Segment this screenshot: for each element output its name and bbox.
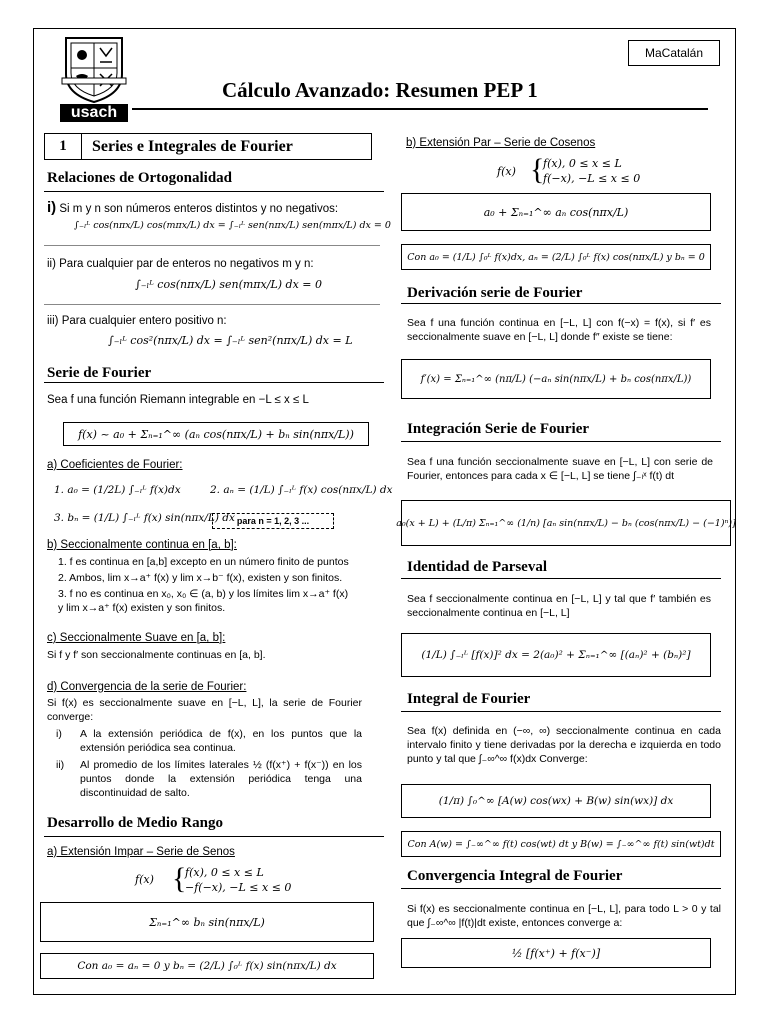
pars-heading: Identidad de Parseval: [407, 559, 548, 575]
intf-heading: Integral de Fourier: [407, 691, 531, 707]
section-title: [81, 133, 372, 160]
deriv-heading: Derivación serie de Fourier: [407, 285, 583, 301]
conv-item-2-num: ii): [56, 759, 65, 771]
ortho-i-text: [47, 200, 338, 217]
par-case-2: f(−x), −L ≤ x ≤ 0: [543, 172, 641, 185]
serie-formula: f(x) ~ a₀ + Σₙ₌₁^∞ (aₙ cos(nπx/L) + bₙ sin(nπx/L)): [78, 427, 354, 441]
usach-logo: [60, 34, 128, 122]
section-number: [44, 133, 82, 160]
serie-heading: Serie de Fourier: [47, 365, 152, 381]
convi-text: Si f(x) es seccionalmente continua en [−L, L], para todo L > 0 y tal que ∫₋∞^∞ |f(t)|dt existe, entonces converge a:: [407, 903, 721, 929]
deriv-formula-box: [401, 359, 711, 399]
coef-3: 3. bₙ = (1/L) ∫₋ₗᴸ f(x) sin(nπx/L) dx: [54, 512, 235, 524]
par-label-text: b) Extensión Par – Serie de Cosenos: [406, 137, 596, 149]
ortho-rule: [44, 191, 384, 192]
par-series: a₀ + Σₙ₌₁^∞ aₙ cos(nπx/L): [483, 205, 629, 219]
intf-text: Sea f(x) definida en (−∞, ∞) seccionalmente continua en cada intervalo finito y tiene derivadas por la derecha e izquierda en todo punto y tal que ∫₋∞^∞ f(x)dx Converge:: [407, 725, 721, 765]
serie-rule: [44, 382, 384, 383]
par-fx: f(x): [497, 165, 516, 178]
medio-rule: [44, 836, 384, 837]
impar-con-box: [40, 953, 374, 979]
integ-rule: [401, 441, 721, 442]
impar-con: Con a₀ = aₙ = 0 y bₙ = (2/L) ∫₀ᴸ f(x) sin(nπx/L) dx: [77, 960, 337, 972]
deriv-formula: f′(x) = Σₙ₌₁^∞ (nπ/L) (−aₙ sin(nπx/L) + bₙ cos(nπx/L)): [420, 373, 692, 385]
par-con-box: [401, 244, 711, 270]
secc-suave-label-text: c) Seccionalmente Suave en [a, b]:: [47, 632, 226, 644]
ortho-sep-1: [44, 245, 380, 246]
intf-formula-box: [401, 784, 711, 818]
secc-cont-item-2: 2. Ambos, lim x→a⁺ f(x) y lim x→b⁻ f(x), existen y son finitos.: [58, 572, 343, 584]
deriv-rule: [401, 303, 721, 304]
secc-cont-item-3: 3. f no es continua en x₀, x₀ ∈ (a, b) y los límites lim x→a⁺ f(x): [58, 588, 349, 600]
ortho-ii-text: ii) Para cualquier par de enteros no negativos m y n:: [47, 258, 314, 270]
section-number-text: 1: [59, 138, 67, 154]
secc-cont-item-1: 1. f es continua en [a,b] excepto en un número finito de puntos: [58, 556, 349, 568]
crest-icon: [60, 34, 128, 104]
coef-label-text: a) Coeficientes de Fourier:: [47, 459, 183, 471]
par-case-1: f(x), 0 ≤ x ≤ L: [543, 157, 622, 170]
conv-text: Si f(x) es seccionalmente suave en [−L, L], la serie de Fourier converge:: [47, 697, 362, 723]
ortho-i-desc: Si m y n son números enteros distintos y no negativos:: [59, 203, 339, 215]
intf-con: Con A(w) = ∫₋∞^∞ f(t) cos(wt) dt y B(w) = ∫₋∞^∞ f(t) sin(wt)dt: [407, 838, 715, 850]
par-series-box: [401, 193, 711, 231]
integ-formula: a₀(x + L) + (L/π) Σₙ₌₁^∞ (1/n) [aₙ sin(nπx/L) − bₙ (cos(nπx/L) − (−1)ⁿ)]: [396, 517, 736, 529]
ortho-ii-formula: ∫₋ₗᴸ cos(nπx/L) sen(mπx/L) dx = 0: [135, 278, 322, 291]
pars-rule: [401, 578, 721, 579]
impar-brace: {: [172, 862, 187, 895]
intf-rule: [401, 711, 721, 712]
ortho-i-formula: ∫₋ₗᴸ cos(nπx/L) cos(mπx/L) dx = ∫₋ₗᴸ sen(nπx/L) sen(mπx/L) dx = 0: [74, 220, 391, 231]
author-name: MaCatalán: [644, 46, 704, 60]
integ-heading: Integración Serie de Fourier: [407, 421, 590, 437]
secc-cont-label-text: b) Seccionalmente continua en [a, b]:: [47, 539, 237, 551]
pars-formula: (1/L) ∫₋ₗᴸ [f(x)]² dx = 2(a₀)² + Σₙ₌₁^∞ [(aₙ)² + (bₙ)²]: [421, 649, 691, 661]
convi-formula: ½ [f(x⁺) + f(x⁻)]: [511, 946, 601, 960]
impar-case-2: −f(−x), −L ≤ x ≤ 0: [185, 881, 292, 894]
title-underline: [132, 108, 708, 110]
coef-para-box: [212, 513, 334, 529]
serie-text: Sea f una función Riemann integrable en −L ≤ x ≤ L: [47, 394, 309, 406]
impar-series-box: [40, 902, 374, 942]
conv-label: [47, 680, 246, 695]
ortho-sep-2: [44, 304, 380, 305]
deriv-text: Sea f una función continua en [−L, L] con f(−x) = f(x), si f′ es seccionalmente suave en [−L, L] donde f″ existe se tiene:: [407, 317, 711, 343]
impar-label-text: a) Extensión Impar – Serie de Senos: [47, 846, 235, 858]
page-title: Cálculo Avanzado: Resumen PEP 1: [222, 78, 538, 102]
coef-2: 2. aₙ = (1/L) ∫₋ₗᴸ f(x) cos(nπx/L) dx: [210, 484, 393, 496]
conv-item-1-num: i): [56, 728, 62, 740]
intf-formula: (1/π) ∫₀^∞ [A(w) cos(wx) + B(w) sin(wx)] dx: [438, 795, 674, 807]
par-label: [406, 136, 595, 151]
integ-text: Sea f una función seccionalmente suave en [−L, L] con serie de Fourier, entonces para cada x ∈ [−L, L] se tiene ∫₋ₗˣ f(t) dt: [407, 456, 713, 482]
par-brace: {: [530, 153, 545, 186]
convi-rule: [401, 888, 721, 889]
ortho-iii-text: iii) Para cualquier entero positivo n:: [47, 315, 227, 327]
conv-item-2-text: Al promedio de los límites laterales ½ (f(x⁺) + f(x⁻)) en los puntos donde la extensión periódica tenga una discontinuidad de salto.: [80, 759, 362, 799]
impar-label: [47, 845, 235, 860]
pars-formula-box: [401, 633, 711, 677]
secc-suave-label: [47, 631, 225, 646]
intf-con-box: [401, 831, 721, 857]
secc-suave-text: Si f y f′ son seccionalmente continuas en [a, b].: [47, 649, 266, 661]
secc-cont-label: [47, 538, 237, 553]
coef-label: [47, 458, 183, 473]
medio-heading: Desarrollo de Medio Rango: [47, 815, 223, 831]
ortho-iii-formula: ∫₋ₗᴸ cos²(nπx/L) dx = ∫₋ₗᴸ sen²(nπx/L) dx = L: [108, 334, 353, 347]
conv-item-1-text: A la extensión periódica de f(x), en los puntos que la extensión periódica sea continua.: [80, 728, 362, 754]
secc-cont-item-4: y lim x→a⁺ f(x) existen y son finitos.: [58, 602, 226, 614]
impar-fx: f(x): [135, 873, 154, 886]
convi-heading: Convergencia Integral de Fourier: [407, 868, 623, 884]
section-title-text: Series e Integrales de Fourier: [92, 137, 293, 155]
ortho-i-label: i): [47, 199, 57, 216]
conv-label-text: d) Convergencia de la serie de Fourier:: [47, 681, 247, 693]
pars-text: Sea f seccionalmente continua en [−L, L] y tal que f′ también es seccionalmente continua en [−L, L]: [407, 593, 711, 619]
coef-1: 1. a₀ = (1/2L) ∫₋ₗᴸ f(x)dx: [54, 484, 181, 496]
par-con: Con a₀ = (1/L) ∫₀ᴸ f(x)dx, aₙ = (2/L) ∫₀ᴸ f(x) cos(nπx/L) y bₙ = 0: [407, 251, 705, 263]
coef-para-text: para n = 1, 2, 3 ...: [236, 516, 310, 526]
impar-case-1: f(x), 0 ≤ x ≤ L: [185, 866, 264, 879]
logo-wordmark: usach: [60, 104, 128, 122]
ortho-heading: Relaciones de Ortogonalidad: [47, 170, 233, 186]
impar-series: Σₙ₌₁^∞ bₙ sin(nπx/L): [149, 915, 265, 929]
convi-formula-box: [401, 938, 711, 968]
author-box: [628, 40, 720, 66]
integ-formula-box: [396, 500, 736, 546]
serie-formula-box: [63, 422, 369, 446]
